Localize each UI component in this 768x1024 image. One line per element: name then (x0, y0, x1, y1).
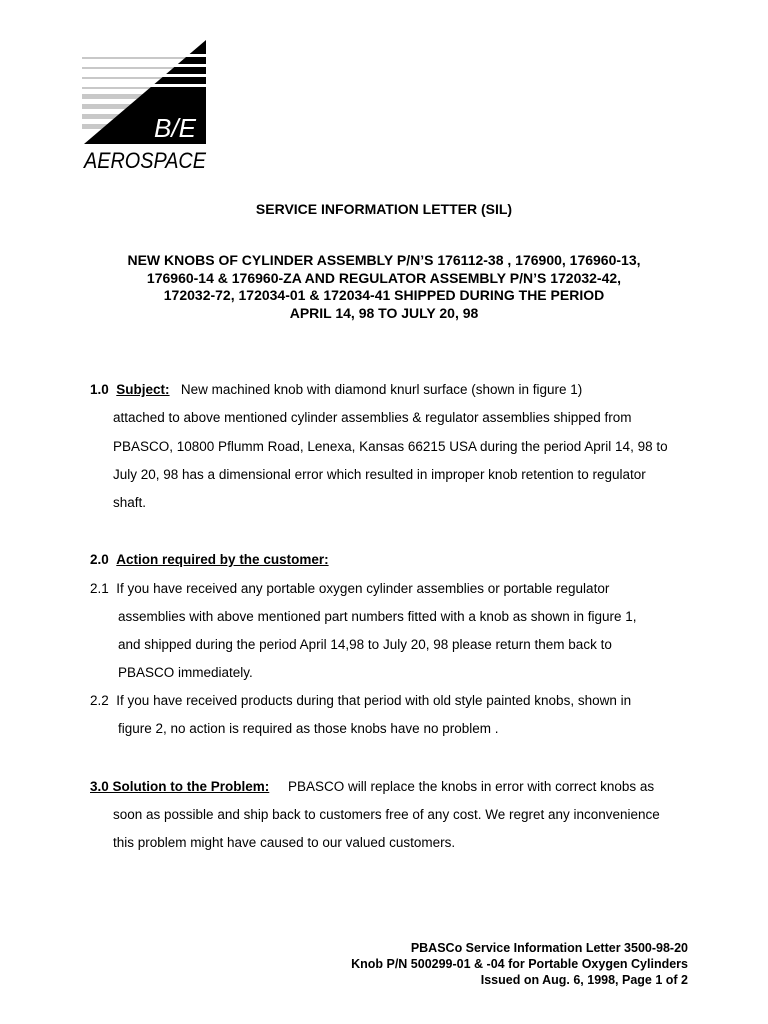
paragraph-line: PBASCO immediately. (118, 665, 253, 680)
logo-graphic (80, 40, 210, 176)
section-heading (90, 779, 654, 794)
list-item-number: 2.2 (90, 693, 109, 708)
logo-mark-text: B/E (154, 113, 196, 143)
document-footer (351, 940, 688, 988)
section-action-required (90, 552, 710, 742)
paragraph-line: attached to above mentioned cylinder assemblies & regulator assemblies shipped from (113, 410, 632, 425)
footer-line: PBASCo Service Information Letter 3500-98-20 (410, 941, 688, 955)
paragraph-line: July 20, 98 has a dimensional error which resulted in improper knob retention to regulator (113, 467, 646, 482)
section-subject (90, 382, 710, 522)
paragraph-line: New machined knob with diamond knurl surface (shown in figure 1) (180, 382, 583, 397)
list-item (90, 693, 631, 708)
paragraph-line: and shipped during the period April 14,98 to July 20, 98 please return them back to (118, 637, 612, 652)
logo-wordmark: AEROSPACE (82, 148, 207, 173)
headline-line: APRIL 14, 98 TO JULY 20, 98 (289, 304, 479, 321)
section-label: Action required by the customer: (116, 552, 329, 567)
headline-line: 176960-14 & 176960-ZA AND REGULATOR ASSEMBLY P/N’S 172032-42, (146, 269, 622, 286)
paragraph-line: soon as possible and ship back to customers free of any cost. We regret any inconvenience (113, 807, 660, 822)
headline-line: NEW KNOBS OF CYLINDER ASSEMBLY P/N’S 176112-38 , 176900, 176960-13, (127, 252, 641, 268)
section-heading (90, 552, 329, 567)
section-number: 2.0 (90, 552, 109, 567)
be-aerospace-logo (80, 40, 210, 176)
section-subject-first-line (90, 382, 582, 397)
paragraph-line: PBASCO will replace the knobs in error with correct knobs as (288, 779, 655, 794)
headline (0, 252, 768, 322)
paragraph-line: figure 2, no action is required as those knobs have no problem . (118, 721, 499, 736)
footer-line: Issued on Aug. 6, 1998, Page 1 of 2 (480, 973, 688, 987)
list-item (90, 581, 609, 596)
section-label: Subject: (116, 382, 170, 397)
paragraph-line: If you have received any portable oxygen cylinder assemblies or portable regulator (116, 581, 610, 596)
section-label: 3.0 Solution to the Problem: (90, 779, 270, 794)
footer-line: Knob P/N 500299-01 & -04 for Portable Oxygen Cylinders (351, 957, 688, 971)
section-number: 1.0 (90, 382, 109, 397)
paragraph-line: assemblies with above mentioned part numbers fitted with a knob as shown in figure 1, (118, 609, 637, 624)
paragraph-line: this problem might have caused to our valued customers. (113, 835, 456, 850)
sil-title: SERVICE INFORMATION LETTER (SIL) (255, 201, 513, 217)
headline-line: 172032-72, 172034-01 & 172034-41 SHIPPED DURING THE PERIOD (163, 287, 605, 303)
paragraph-line: shaft. (113, 495, 147, 510)
list-item-number: 2.1 (90, 581, 109, 596)
section-solution (90, 779, 710, 859)
paragraph-line: PBASCO, 10800 Pflumm Road, Lenexa, Kansas 66215 USA during the period April 14, 98 to (113, 439, 668, 454)
paragraph-line: If you have received products during that period with old style painted knobs, shown in (116, 693, 632, 708)
